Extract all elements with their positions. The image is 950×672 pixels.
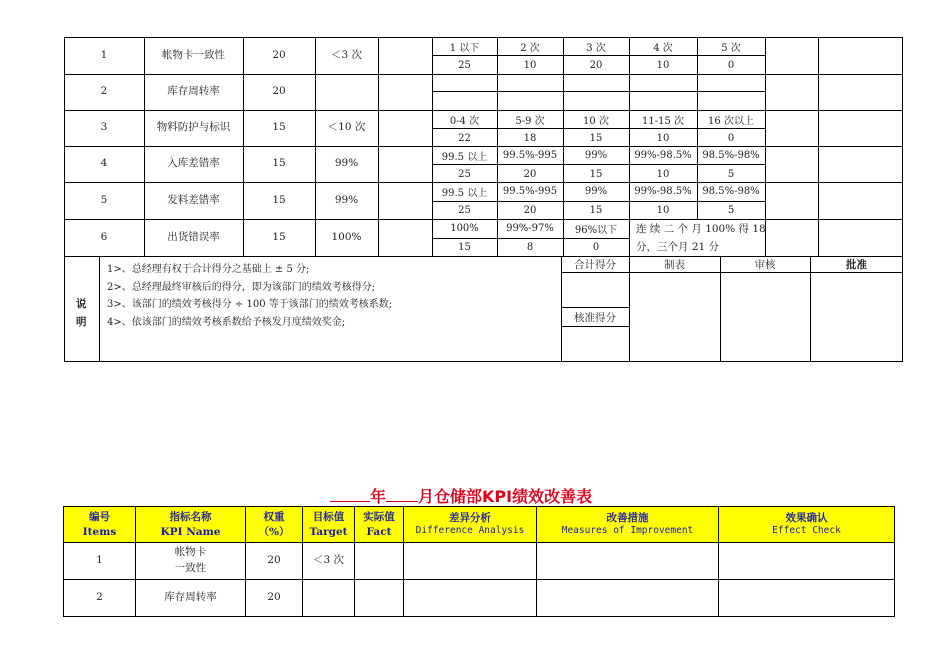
- cell-measures: [537, 543, 719, 580]
- row-4-weight: 15: [272, 157, 286, 170]
- row-5-name: 发料差错率: [167, 193, 220, 206]
- scale-header: 16 次以上: [708, 115, 754, 127]
- scale-header: 0-4 次: [449, 115, 480, 127]
- scale-header: 99%: [584, 149, 608, 161]
- row-4-name: 入库差错率: [167, 157, 220, 170]
- row-2-name: 库存周转率: [167, 85, 220, 98]
- row-6-name: 出货错误率: [167, 230, 220, 243]
- cell-target: [303, 580, 355, 617]
- col-measures: 改善措施 Measures of Improvement: [537, 507, 719, 543]
- improvement-title: [330, 484, 630, 507]
- col-weight: 权重 （%）: [246, 507, 303, 543]
- col-target: 目标值 Target: [303, 507, 355, 543]
- review-label: 审核: [754, 259, 776, 271]
- scale-score: 18: [523, 132, 537, 144]
- scale-score: 0: [727, 132, 735, 144]
- row-2-weight: 20: [272, 85, 286, 98]
- scale-score: 10: [656, 132, 670, 144]
- scale-header: 99.5 以上: [441, 188, 488, 199]
- row-6-weight: 15: [272, 230, 286, 243]
- scale-header: 99%: [584, 186, 608, 197]
- scale-score: 22: [458, 132, 471, 144]
- cell-weight: 20: [246, 543, 303, 580]
- scale-header: 99%-98.5%: [634, 149, 692, 161]
- cell-difference: [404, 543, 537, 580]
- notes-label-2: 明: [76, 316, 87, 328]
- scale-header: 10 次: [583, 115, 609, 127]
- scale-header: 2 次: [520, 42, 540, 54]
- scale-score: 10: [656, 168, 670, 180]
- row-2-no: 2: [100, 85, 108, 98]
- scale-score: 10: [523, 59, 537, 71]
- header-row: [64, 507, 895, 543]
- scale-score: 15: [458, 242, 471, 253]
- scale-score: 20: [523, 168, 537, 180]
- note-3: 3>、该部门的绩效考核得分 ÷ 100 等于该部门的绩效考核系数;: [107, 299, 393, 310]
- scale-score: 8: [526, 242, 534, 253]
- col-fact: 实际值 Fact: [355, 507, 404, 543]
- row-3-no: 3: [100, 121, 108, 134]
- cell-weight: 20: [246, 580, 303, 617]
- notes-label-1: 说: [76, 298, 87, 310]
- approve-label: 批准: [846, 259, 867, 271]
- scale-score: 20: [589, 59, 603, 71]
- table-row: [64, 543, 895, 580]
- cell-target: ＜3 次: [303, 543, 355, 580]
- scale-score: 0: [727, 59, 735, 71]
- row-1-weight: 20: [272, 48, 286, 61]
- title-year: 年: [370, 487, 387, 506]
- scale-header: 99%-98.5%: [634, 186, 692, 197]
- col-difference: 差异分析 Difference Analysis: [404, 507, 537, 543]
- cell-measures: [537, 580, 719, 617]
- row-5-no: 5: [100, 193, 108, 206]
- scale-header: 99%-97%: [506, 223, 554, 234]
- scale-header: 99.5 以上: [441, 151, 488, 163]
- cell-name: 库存周转率: [136, 580, 246, 617]
- cell-fact: [355, 543, 404, 580]
- scale-score: 25: [458, 205, 471, 216]
- scale-score: 25: [458, 59, 471, 71]
- row-3-target: ＜10 次: [327, 121, 366, 134]
- row-1-no: 1: [100, 48, 108, 61]
- scale-header: 4 次: [653, 42, 673, 54]
- title-rest: 月仓储部KPI绩效改善表: [418, 487, 593, 506]
- row-1-target: ＜3 次: [330, 48, 363, 61]
- note-2: 2>、总经理最终审核后的得分，即为该部门的绩效考核得分;: [107, 282, 376, 293]
- cell-name: 帐物卡 一致性: [136, 543, 246, 580]
- row-6-no: 6: [100, 230, 108, 243]
- scale-header: 98.5%-98%: [702, 186, 760, 197]
- scale-score: 0: [592, 242, 600, 253]
- cell-effect: [719, 543, 895, 580]
- approved-score-label: 核准得分: [574, 311, 616, 324]
- cell-no: 1: [64, 543, 136, 580]
- row-3-weight: 15: [272, 121, 286, 134]
- cell-difference: [404, 580, 537, 617]
- scale-score: 10: [656, 59, 670, 71]
- cell-fact: [355, 580, 404, 617]
- col-items: 编号 Items: [64, 507, 136, 543]
- cell-no: 2: [64, 580, 136, 617]
- row-5-weight: 15: [272, 193, 286, 206]
- row-6-target: 100%: [331, 230, 362, 243]
- row-6-extra-rule-2: 分，三个月 21 分: [636, 241, 720, 253]
- scale-score: 5: [727, 168, 735, 180]
- row-5-target: 99%: [334, 193, 359, 206]
- scale-header: 3 次: [586, 42, 606, 54]
- scale-score: 25: [458, 168, 471, 180]
- row-4-no: 4: [100, 157, 108, 170]
- note-1: 1>、总经理有权于合计得分之基础上 ± 5 分;: [107, 264, 310, 275]
- scale-score: 5: [727, 205, 735, 216]
- scale-header: 5 次: [721, 42, 741, 54]
- table-row: [64, 580, 895, 617]
- col-effect: 效果确认 Effect Check: [719, 507, 895, 543]
- scale-score: 20: [523, 205, 537, 216]
- scale-header: 98.5%-98%: [702, 149, 760, 161]
- prepared-label: 制表: [664, 259, 685, 271]
- scale-header: 99.5%-995: [502, 186, 558, 197]
- row-6-extra-rule-1: 连 续 二 个 月 100% 得 18: [636, 223, 766, 235]
- scale-header: 5-9 次: [515, 115, 545, 127]
- scale-header: 96%以下: [574, 225, 618, 236]
- cell-effect: [719, 580, 895, 617]
- scale-header: 11-15 次: [641, 115, 684, 127]
- note-4: 4>、依该部门的绩效考核系数给予核发月度绩效奖金;: [107, 317, 346, 328]
- scale-score: 15: [589, 132, 603, 144]
- total-score-label: 合计得分: [574, 259, 616, 271]
- scale-score: 15: [589, 205, 603, 216]
- scale-header: 99.5%-995: [502, 149, 558, 161]
- scale-header: 1 以下: [449, 42, 480, 54]
- row-3-name: 物料防护与标识: [156, 121, 231, 134]
- scale-score: 15: [589, 168, 603, 180]
- improvement-table: [63, 506, 895, 617]
- scale-header: 100%: [450, 223, 479, 234]
- row-1-name: 帐物卡一致性: [162, 48, 225, 61]
- scale-score: 10: [656, 205, 670, 216]
- row-4-target: 99%: [334, 157, 359, 170]
- col-kpi-name: 指标名称 KPI Name: [136, 507, 246, 543]
